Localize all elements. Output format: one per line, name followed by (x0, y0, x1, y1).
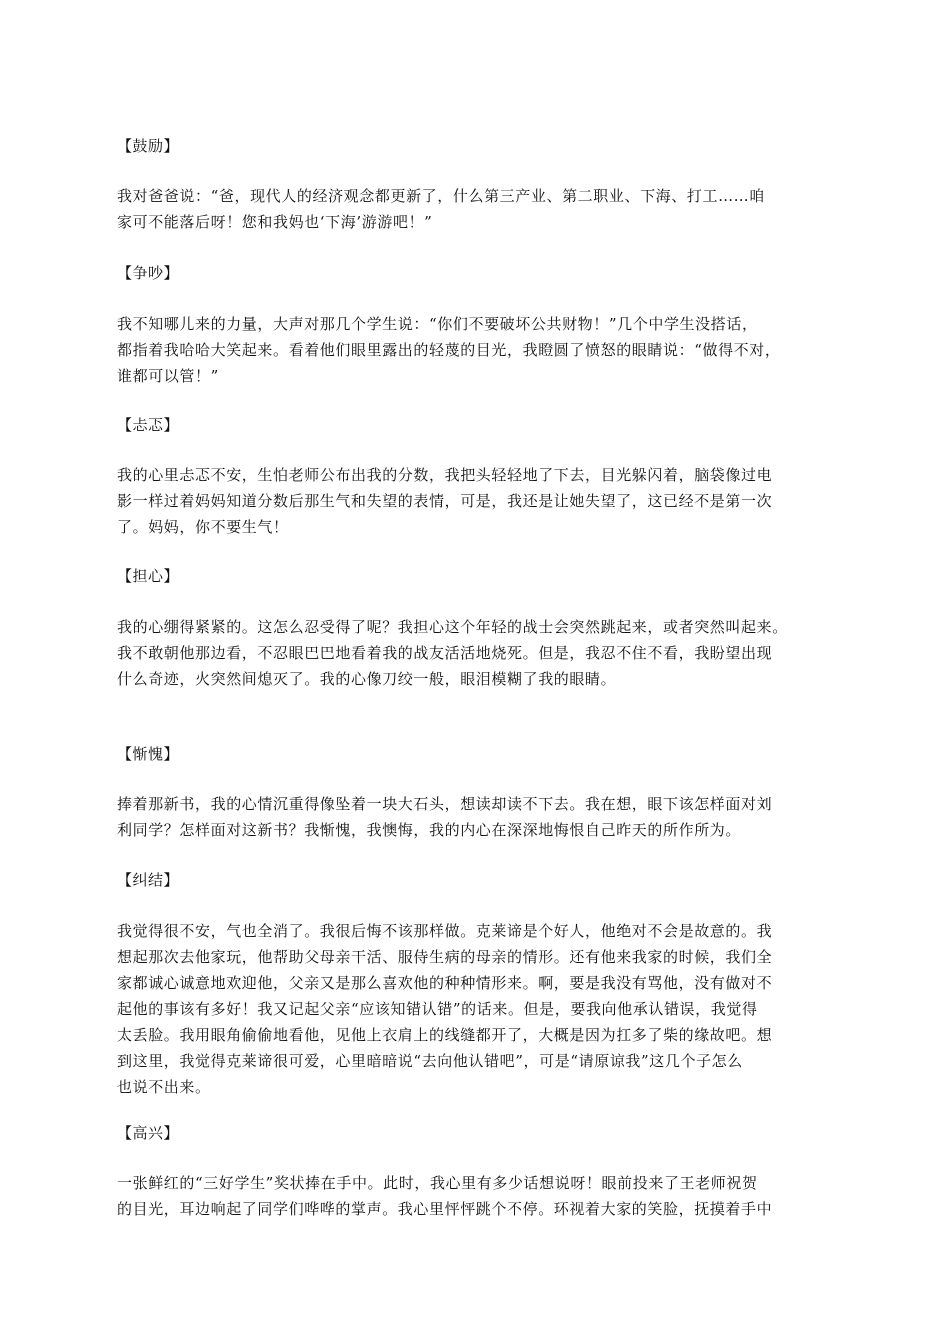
paragraph-line: 家都诚心诚意地欢迎他，父亲又是那么喜欢他的种种情形来。啊，要是我没有骂他，没有做对不 (117, 974, 773, 992)
paragraph-line: 谁都可以管！” (117, 367, 219, 385)
section-paragraph-quarrel (117, 311, 841, 389)
paragraph-line: 的目光，耳边响起了同学们哗哗的掌声。我心里怦怦跳个不停。环视着大家的笑脸，抚摸着手中 (117, 1200, 773, 1218)
paragraph-line: 起他的事该有多好！我又记起父亲“应该知错认错”的话来。但是，要我向他承认错误，我觉得 (117, 1000, 758, 1018)
paragraph-line: 我觉得很不安，气也全消了。我很后悔不该那样做。克莱谛是个好人，他绝对不会是故意的。我 (117, 922, 773, 940)
paragraph-line: 想起那次去他家玩，他帮助父母亲干活、服侍生病的母亲的情形。还有他来我家的时候，我们全 (117, 948, 773, 966)
section-paragraph-anxious (117, 462, 841, 540)
paragraph-line: 一张鲜红的“三好学生”奖状捧在手中。此时，我心里有多少话想说呀！眼前投来了王老师祝贺 (117, 1174, 758, 1192)
section-paragraph-ashamed (117, 791, 841, 843)
paragraph-line: 太丢脸。我用眼角偷偷地看他，见他上衣肩上的线缝都开了，大概是因为扛多了柴的缘故吧。想 (117, 1026, 773, 1044)
paragraph-line: 也说不出来。 (117, 1078, 211, 1096)
paragraph-line: 我对爸爸说：“爸，现代人的经济观念都更新了，什么第三产业、第二职业、下海、打工……咱 (117, 187, 765, 205)
section-paragraph-encourage (117, 183, 841, 235)
paragraph-line: 到这里，我觉得克莱谛很可爱，心里暗暗说“去向他认错吧”，可是“请原谅我”这几个子怎么 (117, 1052, 743, 1070)
paragraph-line: 捧着那新书，我的心情沉重得像坠着一块大石头，想读却读不下去。我在想，眼下该怎样面对刘 (117, 795, 773, 813)
section-heading-worry: 【担心】 (117, 567, 180, 585)
paragraph-line: 我的心绷得紧紧的。这怎么忍受得了呢？我担心这个年轻的战士会突然跳起来，或者突然叫起来。 (117, 618, 788, 636)
section-paragraph-worry (117, 614, 841, 692)
paragraph-line: 我不知哪儿来的力量，大声对那几个学生说：“你们不要破坏公共财物！”几个中学生没搭话， (117, 315, 758, 333)
paragraph-line: 利同学？怎样面对这新书？我惭愧，我懊悔，我的内心在深深地悔恨自己昨天的所作所为。 (117, 821, 742, 839)
section-paragraph-conflicted (117, 918, 841, 1100)
paragraph-line: 家可不能落后呀！您和我妈也‘下海’游游吧！” (117, 213, 433, 231)
paragraph-line: 我的心里忐忑不安，生怕老师公布出我的分数，我把头轻轻地了下去，目光躲闪着，脑袋像过电 (117, 466, 773, 484)
section-heading-happy: 【高兴】 (117, 1124, 180, 1142)
paragraph-line: 影一样过着妈妈知道分数后那生气和失望的表情，可是，我还是让她失望了，这已经不是第一次 (117, 492, 773, 510)
paragraph-line: 我不敢朝他那边看，不忍眼巴巴地看着我的战友活活地烧死。但是，我忍不住不看，我盼望出现 (117, 644, 773, 662)
section-heading-anxious: 【忐忑】 (117, 416, 180, 434)
section-heading-ashamed: 【惭愧】 (117, 745, 180, 763)
paragraph-line: 都指着我哈哈大笑起来。看着他们眼里露出的轻蔑的目光，我瞪圆了愤怒的眼睛说：“做得不对， (117, 341, 781, 359)
section-heading-quarrel: 【争吵】 (117, 264, 180, 282)
section-heading-encourage: 【鼓励】 (117, 137, 180, 155)
paragraph-line: 什么奇迹，火突然间熄灭了。我的心像刀绞一般，眼泪模糊了我的眼睛。 (117, 670, 617, 688)
section-heading-conflicted: 【纠结】 (117, 871, 180, 889)
paragraph-line: 了。妈妈，你不要生气！ (117, 518, 289, 536)
section-paragraph-happy (117, 1170, 841, 1222)
